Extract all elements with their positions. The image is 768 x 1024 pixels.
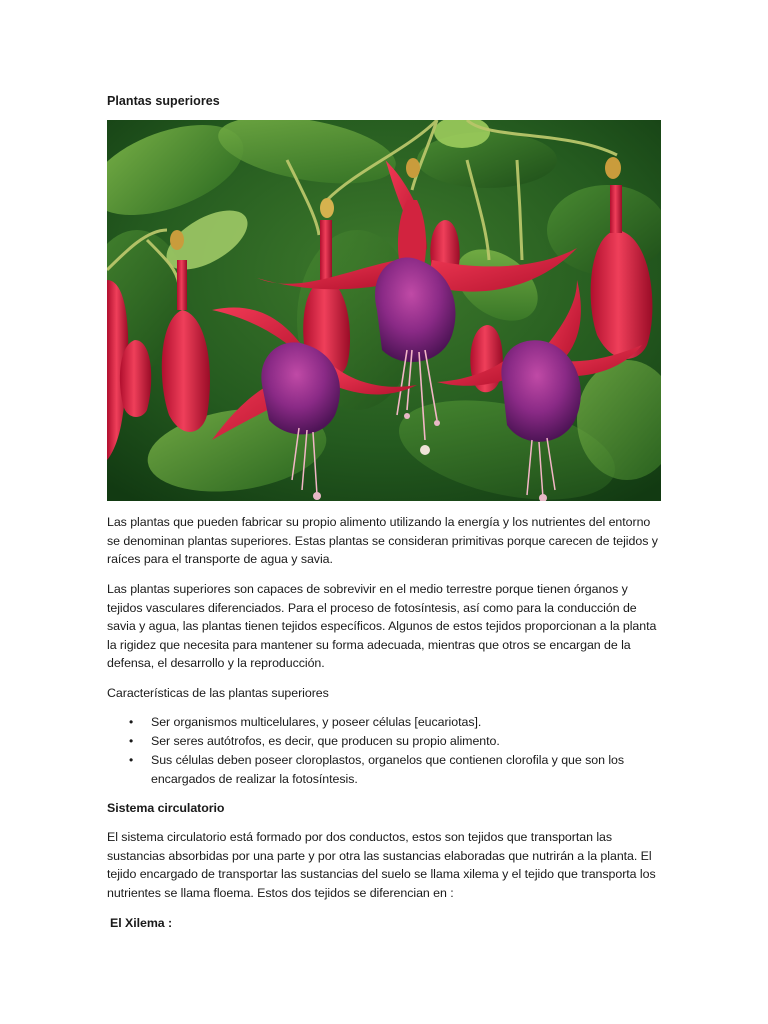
list-item-text: Sus células deben poseer cloroplastos, organelos que contienen clorofila y que son los encargados de realizar la fotosíntesis. [151,753,625,786]
bullet-icon: • [129,715,134,729]
list-item [107,751,661,789]
characteristics-heading: Características de las plantas superiores [107,686,329,700]
bullet-icon: • [129,734,134,748]
list-item-text: Ser seres autótrofos, es decir, que producen su propio alimento. [151,734,500,748]
document-title: Plantas superiores [107,94,220,108]
characteristics-list [107,713,661,789]
circulatory-heading: Sistema circulatorio [107,801,225,815]
fuchsia-flowers-photo [107,120,661,501]
list-item [107,713,661,732]
paragraph-intro: Las plantas que pueden fabricar su propio alimento utilizando la energía y los nutrientes del entorno se denominan plantas superiores. Estas plantas se consideran primitivas porque carecen de tejidos y raíces para el transporte de agua y savia. [107,515,658,567]
list-item-text: Ser organismos multicelulares, y poseer células [eucariotas]. [151,715,482,729]
bullet-icon: • [129,753,134,767]
paragraph-circulatory: El sistema circulatorio está formado por dos conductos, estos son tejidos que transportan las sustancias absorbidas por una parte y por otra las sustancias elaboradas que nutrirán a la planta. El tejido encargado de transportar las sustancias del suelo se llama xilema y el tejido que transporta los nutrientes se llama floema. Estos dos tejidos se diferencian en : [107,830,656,900]
list-item [107,732,661,751]
xilema-heading: El Xilema : [110,916,173,930]
paragraph-superior-plants: Las plantas superiores son capaces de sobrevivir en el medio terrestre porque tienen órganos y tejidos vasculares diferenciados. Para el proceso de fotosíntesis, así como para la conducción de savia y agua, las plantas tienen tejidos específicos. Algunos de estos tejidos proporcionan a la planta la rigidez que necesita para mantener su forma adecuada, mientras que otros se encargan de la defensa, el desarrollo y la reproducción. [107,582,657,671]
